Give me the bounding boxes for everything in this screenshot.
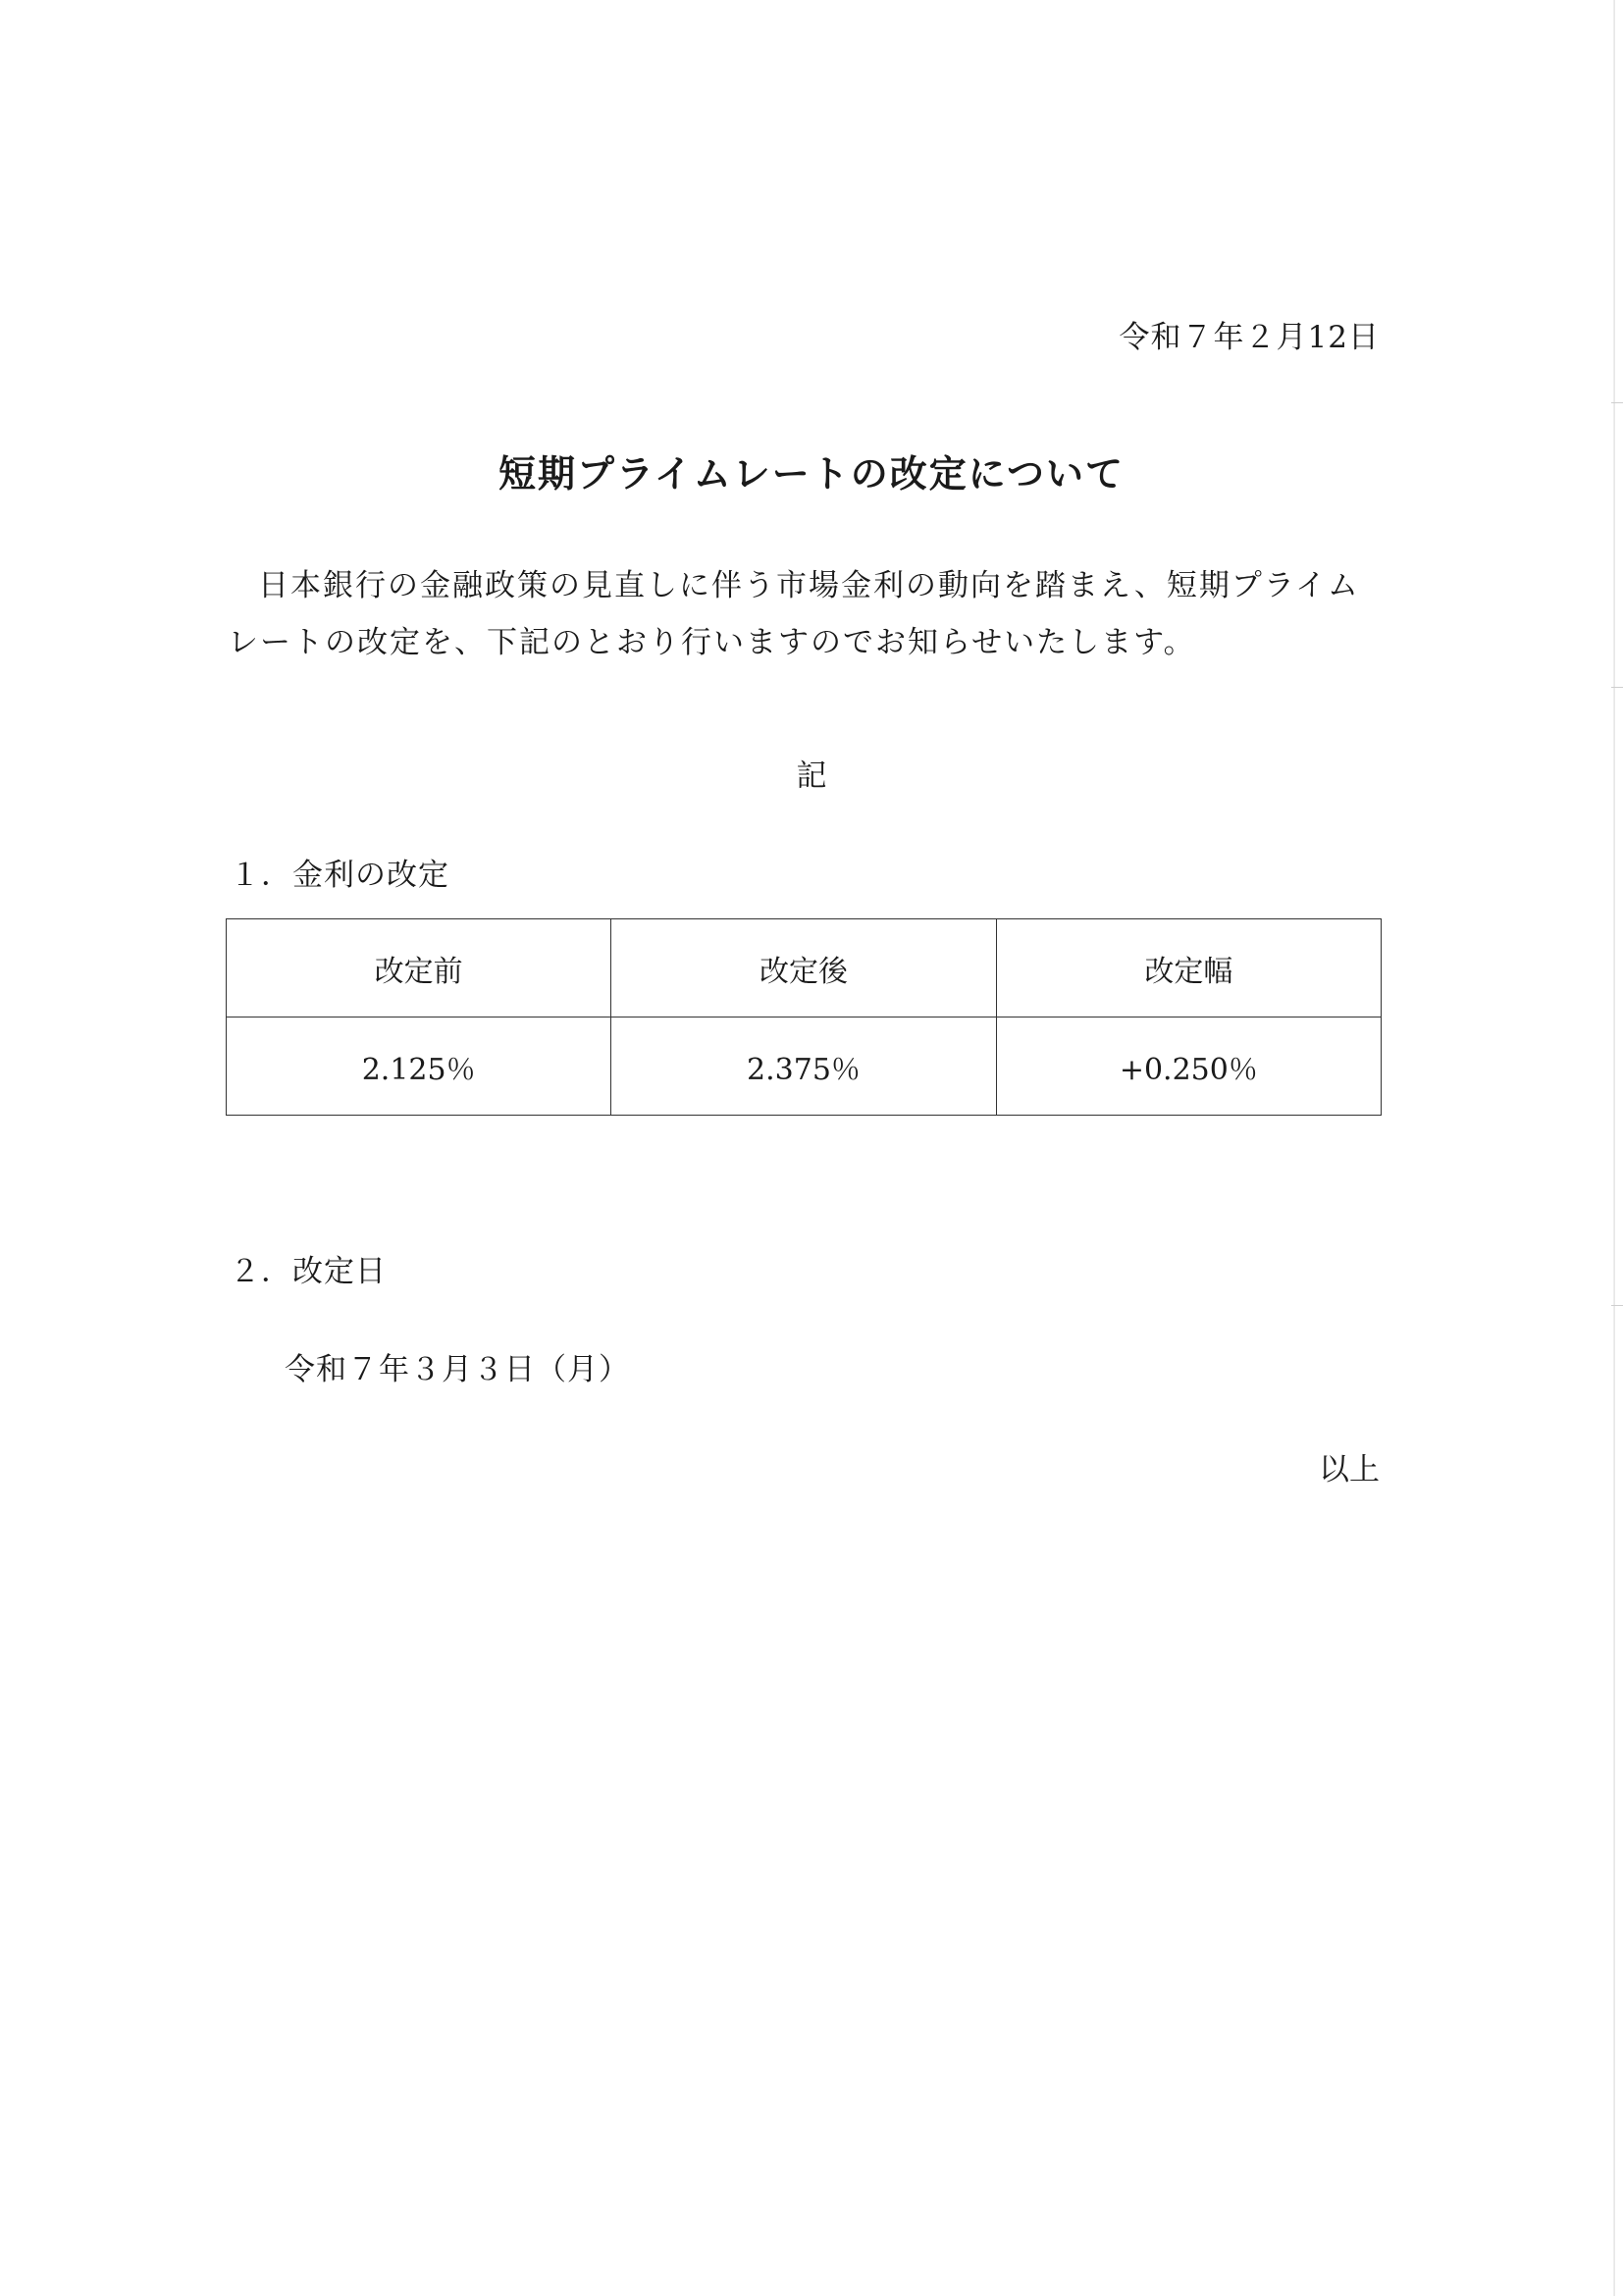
scan-tick — [1611, 687, 1623, 688]
table-header-row — [227, 919, 1382, 1018]
header-change: 改定幅 — [996, 919, 1381, 1018]
change-date: 令和７年３月３日（月） — [285, 1352, 630, 1387]
value-before: 2.125％ — [227, 1018, 611, 1116]
value-after: 2.375％ — [611, 1018, 996, 1116]
section-2-heading: ２．改定日 — [230, 1254, 387, 1289]
ki-marker: 記 — [796, 758, 827, 794]
scan-tick — [1611, 402, 1623, 403]
scan-edge — [1613, 0, 1615, 2296]
rate-table — [226, 918, 1382, 1116]
scan-tick — [1611, 1305, 1623, 1306]
header-after: 改定後 — [611, 919, 996, 1018]
value-change: +0.250％ — [996, 1018, 1381, 1116]
table-row — [227, 1018, 1382, 1116]
section-1-heading: １．金利の改定 — [230, 858, 449, 893]
header-before: 改定前 — [227, 919, 611, 1018]
document-title: 短期プライムレートの改定について — [497, 451, 1126, 496]
body-paragraph: 日本銀行の金融政策の見直しに伴う市場金利の動向を踏まえ、短期プライムレートの改定を、下記のとおり行いますのでお知らせいたします。 — [228, 568, 1360, 660]
document-date: 令和７年２月12日 — [1119, 320, 1380, 355]
closing-mark: 以上 — [1319, 1452, 1380, 1487]
